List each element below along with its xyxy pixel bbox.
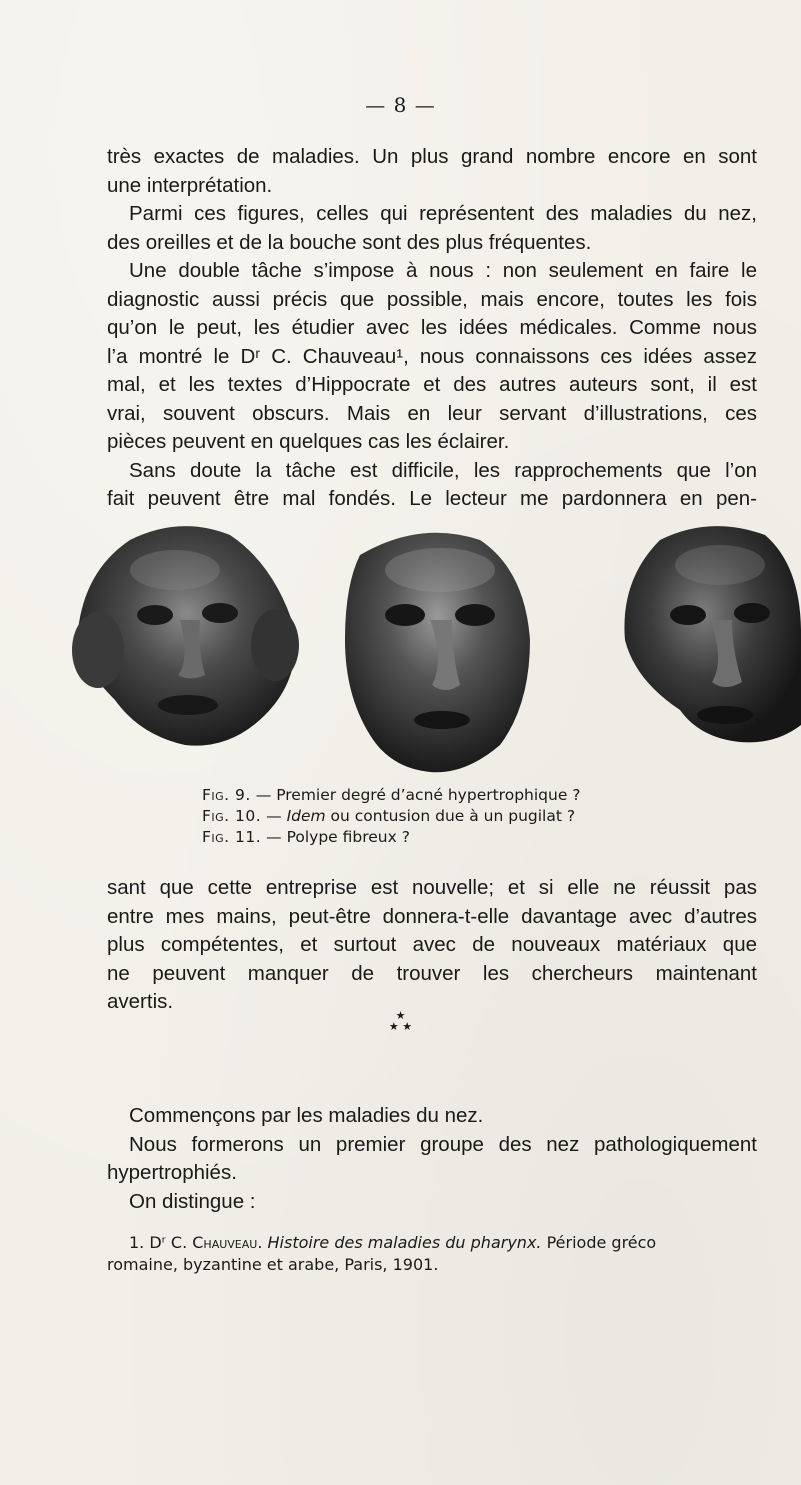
text-line: des oreilles et de la bouche sont des plus fréquentes. — [107, 230, 592, 254]
footnote-title: Histoire des maladies du pharynx. — [262, 1233, 542, 1252]
text-line: pièces peuvent en quelques cas les éclairer. — [107, 430, 510, 453]
fig11-head-image — [624, 526, 801, 742]
text-line: On distingue : — [129, 1189, 256, 1213]
caption-text: Premier degré d’acné hypertrophique ? — [276, 786, 581, 804]
paragraph-continuation — [107, 874, 757, 1017]
text-line: vrai, souvent obscurs. Mais en leur servant d’illustrations, ces — [107, 401, 757, 425]
text-line: sant que cette entreprise est nouvelle; et si elle ne réussit pas — [107, 876, 757, 899]
caption-dash: — — [261, 807, 287, 825]
footnote-number: 1. — [129, 1233, 150, 1252]
footnote-line-2: romaine, byzantine et arabe, Paris, 1901. — [107, 1255, 439, 1274]
footnote-line — [107, 1232, 757, 1254]
fig9-head-image — [72, 526, 299, 746]
text-line: fait peuvent être mal fondés. Le lecteur me pardonnera en pen- — [107, 487, 757, 510]
figure-captions — [202, 785, 722, 848]
caption-italic: Idem — [286, 807, 326, 825]
paragraph-intro — [107, 143, 757, 514]
text-line: entre mes mains, peut-être donnera-t-elle davantage avec d’autres — [107, 904, 757, 928]
text-line: Commençons par les maladies du nez. — [129, 1104, 484, 1127]
text-line: Sans doute la tâche est difficile, les rapprochements que l’on — [129, 458, 757, 482]
paragraph-nose — [107, 1102, 757, 1216]
footnote-rest: Période gréco — [541, 1233, 657, 1252]
caption-dash: — — [250, 786, 277, 804]
fig10-head-image — [345, 533, 530, 773]
text-line: Une double tâche s’impose à nous : non seulement en faire le — [129, 259, 757, 282]
page-number: — 8 — — [365, 93, 436, 117]
caption-fig9 — [202, 785, 722, 806]
text-line: une interprétation. — [107, 173, 273, 197]
footnote — [107, 1232, 757, 1276]
text-line: Parmi ces figures, celles qui représentent des maladies du nez, — [129, 202, 757, 225]
figure-plate — [60, 510, 801, 780]
text-line: plus compétentes, et surtout avec de nouveaux matériaux que — [107, 933, 757, 956]
text-line: mal, et les textes d’Hippocrate et des autres auteurs sont, il est — [107, 373, 757, 396]
caption-fig11 — [202, 827, 722, 848]
caption-text: Polype fibreux ? — [286, 828, 410, 846]
text-line: ne peuvent manquer de trouver les chercheurs maintenant — [107, 961, 757, 985]
asterism-bottom: ★ ★ — [388, 1020, 413, 1033]
text-line: hypertrophiés. — [107, 1161, 237, 1184]
figure-plate-svg — [60, 510, 801, 780]
text-line: diagnostic aussi précis que possible, mais encore, toutes les fois — [107, 287, 757, 311]
text-line: Nous formerons un premier groupe des nez pathologiquement — [129, 1132, 757, 1156]
caption-label: Fig. 9. — [202, 786, 251, 804]
asterism-top: ★ — [395, 1009, 406, 1022]
text-line: très exactes de maladies. Un plus grand nombre encore en sont — [107, 145, 757, 168]
footnote-author: C. Chauveau. — [170, 1233, 263, 1252]
caption-fig10 — [202, 806, 722, 827]
caption-label: Fig. 11. — [202, 828, 262, 846]
caption-dash: — — [261, 828, 287, 846]
asterism-separator — [0, 1010, 801, 1032]
text-line: qu’on le peut, les étudier avec les idées médicales. Comme nous — [107, 316, 757, 339]
text-line: avertis. — [107, 990, 174, 1013]
caption-label: Fig. 10. — [202, 807, 262, 825]
footnote-doctor: Dʳ — [149, 1233, 171, 1252]
text-line: l’a montré le Dʳ C. Chauveau¹, nous connaissons ces idées assez — [107, 344, 757, 368]
caption-text: ou contusion due à un pugilat ? — [325, 807, 576, 825]
